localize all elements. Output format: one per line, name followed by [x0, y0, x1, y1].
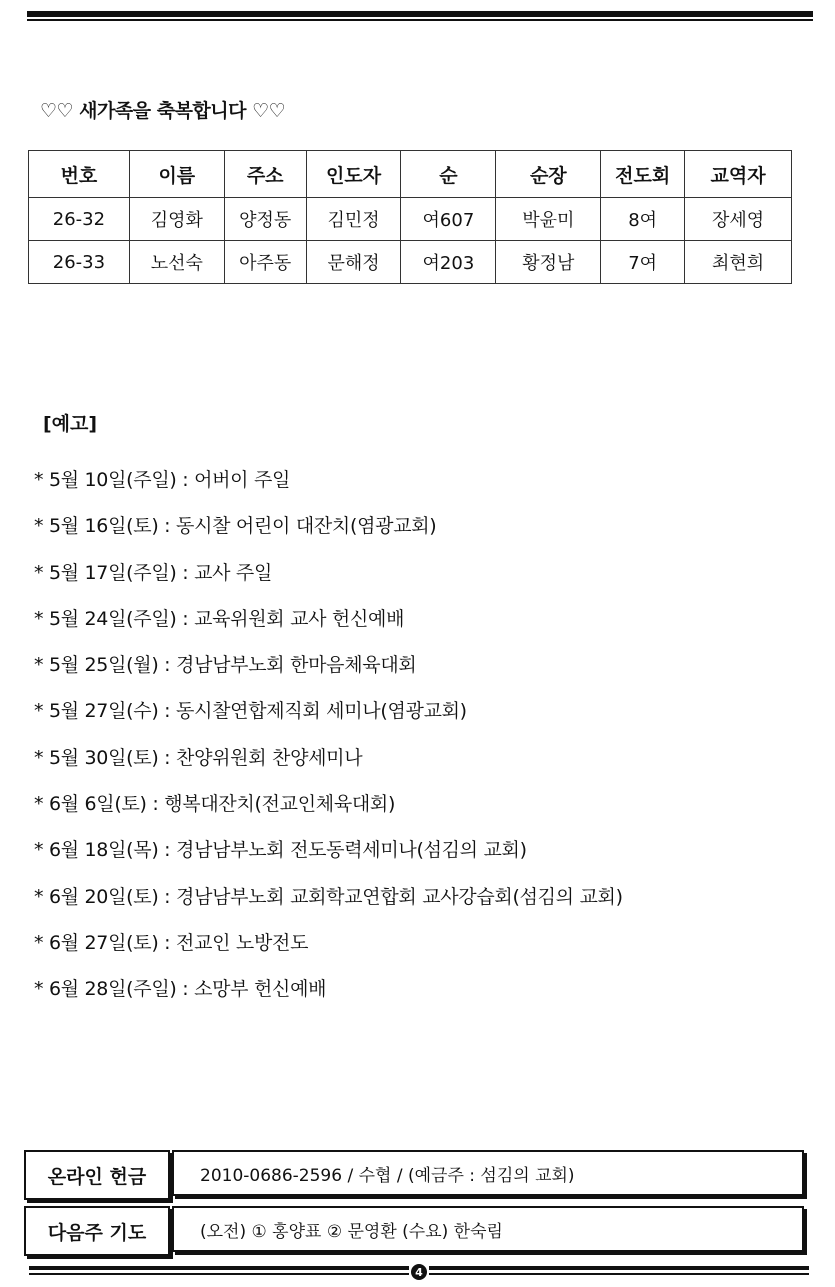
notice-list	[34, 464, 623, 1020]
column-header: 이름	[129, 151, 224, 198]
table-cell: 노선숙	[129, 241, 224, 284]
table-cell: 황정남	[496, 241, 601, 284]
notice-item: * 5월 27일(수) : 동시찰연합제직회 세미나(염광교회)	[34, 700, 467, 723]
notice-item: * 5월 16일(토) : 동시찰 어린이 대잔치(염광교회)	[34, 515, 437, 538]
table-cell: 최현희	[685, 241, 792, 284]
notice-item: * 6월 28일(주일) : 소망부 헌신예배	[34, 978, 327, 1001]
column-header: 순장	[496, 151, 601, 198]
footer-rule	[29, 1263, 809, 1281]
page-number: 4	[411, 1264, 427, 1280]
new-family-heading: ♡♡ 새가족을 축복합니다 ♡♡	[40, 100, 286, 122]
notice-item: * 5월 24일(주일) : 교육위원회 교사 헌신예배	[34, 607, 405, 630]
table-cell: 26-33	[29, 241, 130, 284]
table-cell: 양정동	[224, 198, 306, 241]
table-cell: 7여	[601, 241, 685, 284]
column-header: 교역자	[685, 151, 792, 198]
notice-item: * 6월 18일(목) : 경남남부노회 전도동력세미나(섬김의 교회)	[34, 839, 527, 862]
table-cell: 박윤미	[496, 198, 601, 241]
top-rule-thick	[27, 11, 813, 17]
table-cell: 여607	[401, 198, 496, 241]
column-header: 주소	[224, 151, 306, 198]
table-cell: 여203	[401, 241, 496, 284]
notice-item: * 6월 6일(토) : 행복대잔치(전교인체육대회)	[34, 793, 396, 816]
column-header: 인도자	[306, 151, 401, 198]
table-cell: 장세영	[685, 198, 792, 241]
column-header: 순	[401, 151, 496, 198]
top-rule-thin	[27, 19, 813, 21]
next-prayer-label: 다음주 기도	[24, 1206, 170, 1256]
table-header-row	[29, 151, 792, 198]
table-cell: 김영화	[129, 198, 224, 241]
online-offering-value: 2010-0686-2596 / 수협 / (예금주 : 섬김의 교회)	[172, 1150, 804, 1196]
notice-item: * 5월 17일(주일) : 교사 주일	[34, 561, 273, 584]
next-prayer-value: (오전) ① 홍양표 ② 문영환 (수요) 한숙림	[172, 1206, 804, 1252]
table-row	[29, 241, 792, 284]
page-number-badge	[409, 1263, 429, 1281]
column-header: 번호	[29, 151, 130, 198]
column-header: 전도회	[601, 151, 685, 198]
online-offering-label: 온라인 헌금	[24, 1150, 170, 1200]
table-cell: 8여	[601, 198, 685, 241]
notice-item: * 5월 30일(토) : 찬양위원회 찬양세미나	[34, 746, 363, 769]
notice-item: * 6월 20일(토) : 경남남부노회 교회학교연합회 교사강습회(섬김의 교회)	[34, 885, 623, 908]
top-rule	[27, 11, 813, 23]
new-family-table	[28, 150, 792, 284]
notice-item: * 6월 27일(토) : 전교인 노방전도	[34, 931, 309, 954]
notice-title: [예고]	[43, 413, 98, 435]
table-cell: 26-32	[29, 198, 130, 241]
notice-item: * 5월 10일(주일) : 어버이 주일	[34, 469, 291, 491]
table-cell: 김민정	[306, 198, 401, 241]
table-row	[29, 198, 792, 241]
notice-item: * 5월 25일(월) : 경남남부노회 한마음체육대회	[34, 654, 417, 677]
table-cell: 문해정	[306, 241, 401, 284]
table-cell: 아주동	[224, 241, 306, 284]
